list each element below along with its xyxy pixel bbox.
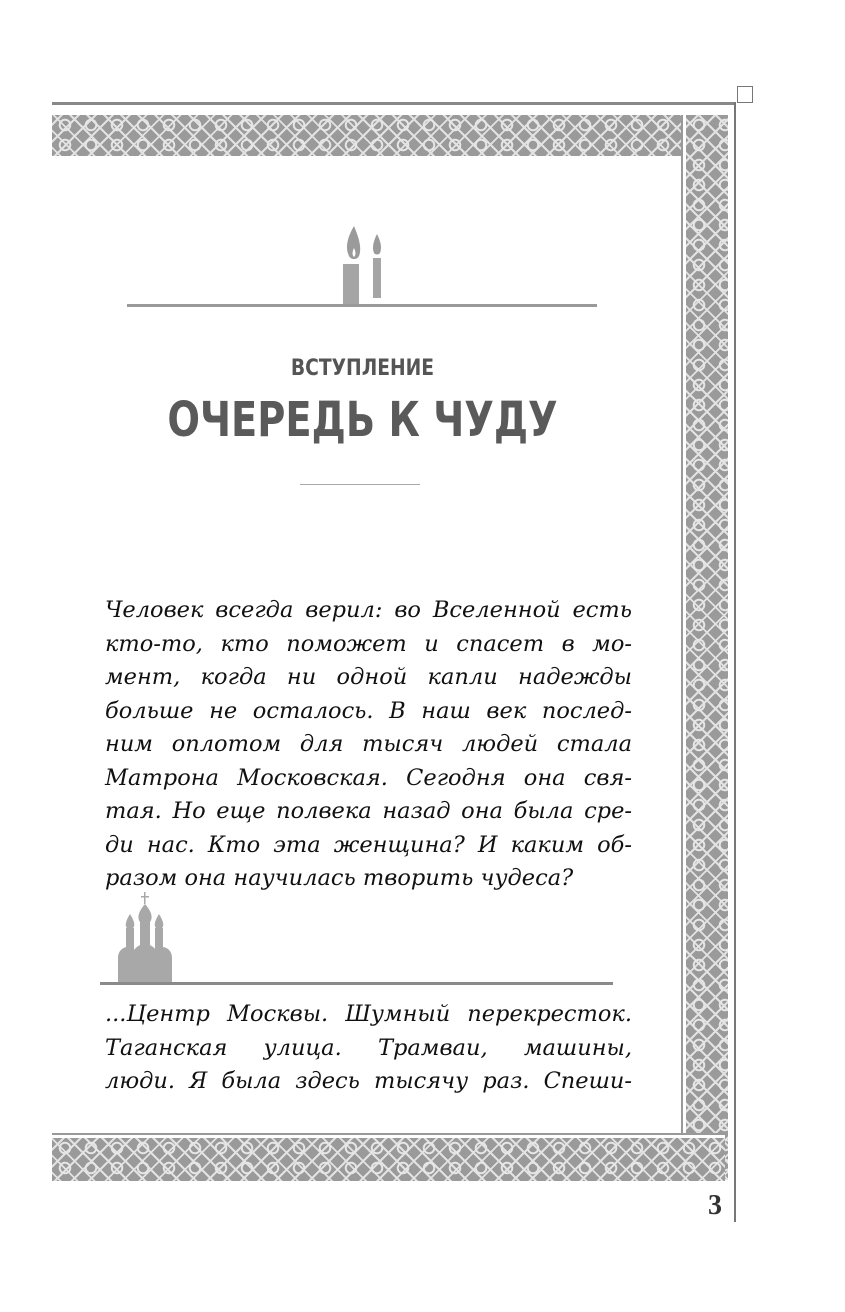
ornament-border-top xyxy=(52,115,725,156)
text-line: ди нас. Кто эта женщина? И каким об- xyxy=(105,831,632,858)
divider-rule xyxy=(127,304,597,307)
church-icon xyxy=(112,892,178,984)
body-paragraph xyxy=(105,998,632,1099)
intro-paragraph xyxy=(105,594,632,896)
section-rule xyxy=(100,982,613,985)
text-line: тая. Но еще полвека назад она была сре- xyxy=(105,798,632,824)
text-line: люди. Я была здесь тысячу раз. Спеши- xyxy=(105,1068,632,1094)
text-line: Таганская улица. Трамваи, машины, xyxy=(105,1034,632,1061)
text-line: ...Центр Москвы. Шумный перекресток. xyxy=(105,1001,632,1027)
text-line: Матрона Московская. Сегодня она свя- xyxy=(105,764,632,791)
text-line: кто-то, кто поможет и спасет в мо- xyxy=(105,630,632,657)
text-line: Человек всегда верил: во Вселенной есть xyxy=(105,597,632,623)
text-line: больше не осталось. В наш век послед- xyxy=(105,697,632,724)
title-underline xyxy=(300,484,420,485)
page-number: 3 xyxy=(708,1190,722,1221)
candles-icon xyxy=(335,222,395,308)
text-line: разом она научилась творить чудеса? xyxy=(105,865,574,891)
chapter-kicker: ВСТУПЛЕНИЕ xyxy=(290,356,435,381)
chapter-title: ОЧЕРЕДЬ К ЧУДУ xyxy=(167,392,558,448)
text-line: мент, когда ни одной капли надежды xyxy=(105,664,632,690)
crop-mark xyxy=(737,86,753,103)
text-line: ним оплотом для тысяч людей стала xyxy=(105,731,632,757)
ornament-border-right xyxy=(683,115,728,1180)
ornament-border-bottom xyxy=(52,1135,725,1181)
crop-line-right xyxy=(734,102,736,1222)
crop-line-top xyxy=(52,102,736,105)
